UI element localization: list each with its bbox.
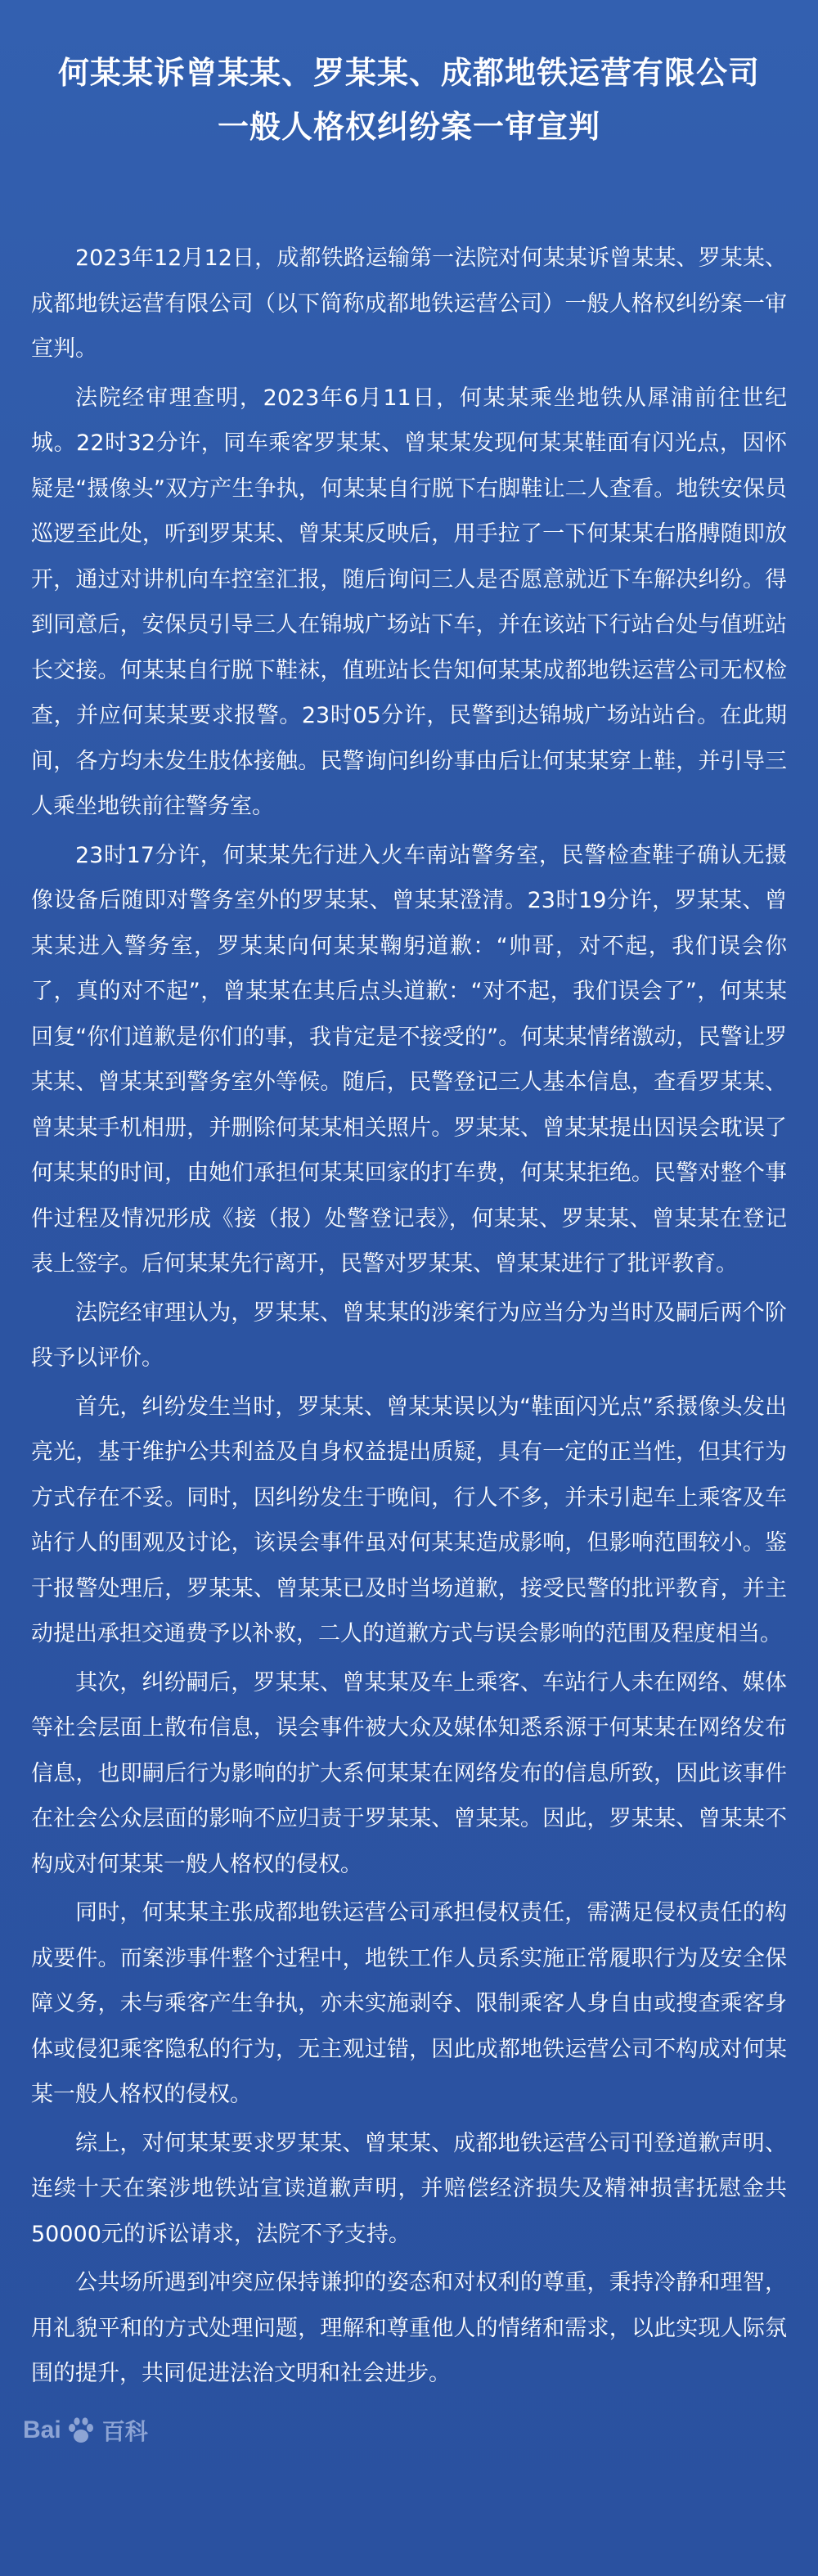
- paragraph: 23时17分许，何某某先行进入火车南站警务室，民警检查鞋子确认无摄像设备后随即对警务室外的罗某某、曾某某澄清。23时19分许，罗某某、曾某某进入警务室，罗某某向何某某鞠躬道歉：“帅哥，对不起，我们误会你了，真的对不起”，曾某某在其后点头道歉：“对不起，我们误会了”，何某某回复“你们道歉是你们的事，我肯定是不接受的”。何某某情绪激动，民警让罗某某、曾某某到警务室外等候。随后，民警登记三人基本信息，查看罗某某、曾某某手机相册，并删除何某某相关照片。罗某某、曾某某提出因误会耽误了何某某的时间，由她们承担何某某回家的打车费，何某某拒绝。民警对整个事件过程及情况形成《接（报）处警登记表》，何某某、罗某某、曾某某在登记表上签字。后何某某先行离开，民警对罗某某、曾某某进行了批评教育。: [31, 842, 787, 1277]
- paragraph: 2023年12月12日，成都铁路运输第一法院对何某某诉曾某某、罗某某、成都地铁运营有限公司（以下简称成都地铁运营公司）一般人格权纠纷案一审宣判。: [31, 245, 787, 362]
- watermark-cn: 百科: [101, 2418, 148, 2445]
- paragraph: 综上，对何某某要求罗某某、曾某某、成都地铁运营公司刊登道歉声明、连续十天在案涉地铁站宣读道歉声明，并赔偿经济损失及精神损害抚慰金共50000元的诉讼请求，法院不予支持。: [31, 2130, 787, 2247]
- paragraph: 同时，何某某主张成都地铁运营公司承担侵权责任，需满足侵权责任的构成要件。而案涉事件整个过程中，地铁工作人员系实施正常履职行为及安全保障义务，未与乘客产生争执，亦未实施剥夺、限制乘客人身自由或搜查乘客身体或侵犯乘客隐私的行为，无主观过错，因此成都地铁运营公司不构成对何某某一般人格权的侵权。: [31, 1900, 787, 2107]
- watermark-latin: Bai: [23, 2416, 61, 2443]
- paragraph: 首先，纠纷发生当时，罗某某、曾某某误以为“鞋面闪光点”系摄像头发出亮光，基于维护公共利益及自身权益提出质疑，具有一定的正当性，但其行为方式存在不妥。同时，因纠纷发生于晚间，行人不多，并未引起车上乘客及车站行人的围观及讨论，该误会事件虽对何某某造成影响，但影响范围较小。鉴于报警处理后，罗某某、曾某某已及时当场道歉，接受民警的批评教育，并主动提出承担交通费予以补救，二人的道歉方式与误会影响的范围及程度相当。: [31, 1394, 787, 1646]
- paragraph: 法院经审理查明，2023年6月11日，何某某乘坐地铁从犀浦前往世纪城。22时32分许，同车乘客罗某某、曾某某发现何某某鞋面有闪光点，因怀疑是“摄像头”双方产生争执，何某某自行脱下右脚鞋让二人查看。地铁安保员巡逻至此处，听到罗某某、曾某某反映后，用手拉了一下何某某右胳膊随即放开，通过对讲机向车控室汇报，随后询问三人是否愿意就近下车解决纠纷。得到同意后，安保员引导三人在锦城广场站下车，并在该站下行站台处与值班站长交接。何某某自行脱下鞋袜，值班站长告知何某某成都地铁运营公司无权检查，并应何某某要求报警。23时05分许，民警到达锦城广场站站台。在此期间，各方均未发生肢体接触。民警询问纠纷事由后让何某某穿上鞋，并引导三人乘坐地铁前往警务室。: [31, 385, 787, 819]
- page-title: [31, 46, 787, 154]
- paragraph: 其次，纠纷嗣后，罗某某、曾某某及车上乘客、车站行人未在网络、媒体等社会层面上散布信息，误会事件被大众及媒体知悉系源于何某某在网络发布信息，也即嗣后行为影响的扩大系何某某在网络发布的信息所致，因此该事件在社会公众层面的影响不应归责于罗某某、曾某某。因此，罗某某、曾某某不构成对何某某一般人格权的侵权。: [31, 1669, 787, 1877]
- paragraph: 公共场所遇到冲突应保持谦抑的姿态和对权利的尊重，秉持冷静和理智，用礼貌平和的方式处理问题，理解和尊重他人的情绪和需求，以此实现人际氛围的提升，共同促进法治文明和社会进步。: [31, 2270, 787, 2386]
- paragraph: 法院经审理认为，罗某某、曾某某的涉案行为应当分为当时及嗣后两个阶段予以评价。: [31, 1299, 787, 1371]
- title-line-1: 何某某诉曾某某、罗某某、成都地铁运营有限公司: [57, 55, 760, 91]
- paw-icon: [65, 2414, 97, 2447]
- title-line-2: 一般人格权纠纷案一审宣判: [217, 109, 600, 145]
- article-body: [31, 236, 787, 2397]
- baidu-baike-watermark: [23, 2414, 148, 2447]
